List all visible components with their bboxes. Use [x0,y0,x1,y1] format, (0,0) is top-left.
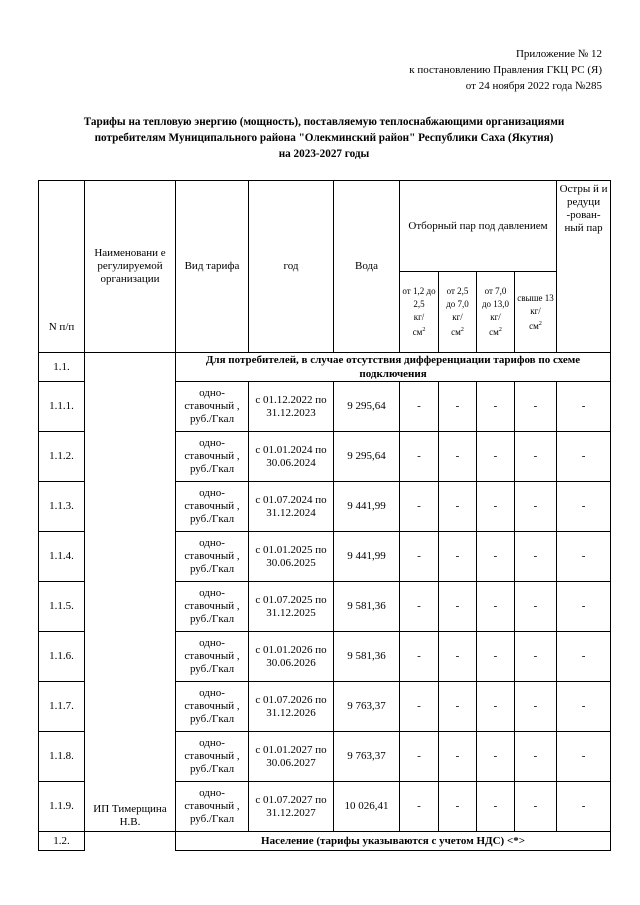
section-title: Население (тарифы указываются с учетом НДС) <*> [176,832,611,851]
steam-3-value: - [477,632,515,682]
section-row-1 [39,353,611,382]
header-tariff-kind: Вид тарифа [176,181,249,353]
steam-2-value: - [439,682,477,732]
steam-1-value: - [400,482,439,532]
sharp-steam-value: - [557,532,611,582]
steam-3-value: - [477,382,515,432]
title-line-3: на 2023-2027 годы [278,148,370,160]
header-steam-3: от 7,0 до 13,0 кг/ $см^2$ [477,272,515,353]
steam-3-value: - [477,682,515,732]
row-number: 1.1.7. [39,682,85,732]
steam-1-value: - [400,532,439,582]
tariff-period: с 01.07.2026 по 31.12.2026 [249,682,334,732]
tariff-kind: одно- ставочный , руб./Гкал [176,632,249,682]
tariff-period: с 01.07.2027 по 31.12.2027 [249,782,334,832]
sharp-steam-value: - [557,382,611,432]
tariff-kind: одно- ставочный , руб./Гкал [176,582,249,632]
sharp-steam-value: - [557,782,611,832]
steam-4-value: - [515,632,557,682]
steam-3-value: - [477,432,515,482]
row-number: 1.1.1. [39,382,85,432]
tariff-period: с 01.12.2022 по 31.12.2023 [249,382,334,432]
steam-3-value: - [477,782,515,832]
header-steam-1: от 1,2 до 2,5 кг/ $см^2$ [400,272,439,353]
water-tariff: 9 295,64 [334,432,400,482]
steam-4-value: - [515,432,557,482]
tariff-kind: одно- ставочный , руб./Гкал [176,382,249,432]
steam-3-value: - [477,732,515,782]
tariff-period: с 01.01.2025 по 30.06.2025 [249,532,334,582]
steam-1-value: - [400,432,439,482]
water-tariff: 9 295,64 [334,382,400,432]
sharp-steam-value: - [557,682,611,732]
header-water: Вода [334,181,400,353]
tariff-period: с 01.07.2024 по 31.12.2024 [249,482,334,532]
row-number: 1.1.8. [39,732,85,782]
header-sharp-steam: Остры й и редуци -рован- ный пар [557,181,611,353]
sharp-steam-value: - [557,482,611,532]
tariff-kind: одно- ставочный , руб./Гкал [176,432,249,482]
row-number: 1.1.3. [39,482,85,532]
tariff-period: с 01.01.2026 по 30.06.2026 [249,632,334,682]
water-tariff: 9 441,99 [334,482,400,532]
steam-2-value: - [439,632,477,682]
steam-1-value: - [400,582,439,632]
tariff-kind: одно- ставочный , руб./Гкал [176,532,249,582]
sharp-steam-value: - [557,432,611,482]
tariff-kind: одно- ставочный , руб./Гкал [176,732,249,782]
steam-3-value: - [477,532,515,582]
header-steam: Отборный пар под давлением [400,181,557,272]
steam-3-value: - [477,482,515,532]
steam-2-value: - [439,382,477,432]
steam-4-value: - [515,532,557,582]
steam-4-value: - [515,782,557,832]
organization-spacer [85,832,176,851]
tariff-period: с 01.01.2027 по 30.06.2027 [249,732,334,782]
appendix-number: Приложение № 12 [515,48,602,60]
tariff-period: с 01.01.2024 по 30.06.2024 [249,432,334,482]
sharp-steam-value: - [557,632,611,682]
row-number: 1.1.5. [39,582,85,632]
tariff-table [38,180,611,851]
header-year: год [249,181,334,353]
section-num: 1.2. [39,832,85,851]
section-row-2 [39,832,611,851]
sharp-steam-value: - [557,582,611,632]
water-tariff: 9 441,99 [334,532,400,582]
steam-4-value: - [515,732,557,782]
water-tariff: 9 581,36 [334,582,400,632]
header-steam-2: от 2,5 до 7,0 кг/ $см^2$ [439,272,477,353]
water-tariff: 9 763,37 [334,732,400,782]
sharp-steam-value: - [557,732,611,782]
steam-3-value: - [477,582,515,632]
title-line-2: потребителям Муниципального района "Олекминский район" Республики Саха (Якутия) [94,132,554,144]
row-number: 1.1.4. [39,532,85,582]
tariff-period: с 01.07.2025 по 31.12.2025 [249,582,334,632]
section-title: Для потребителей, в случае отсутствия дифференциации тарифов по схеме подключения [176,353,611,382]
steam-2-value: - [439,582,477,632]
steam-2-value: - [439,782,477,832]
steam-2-value: - [439,482,477,532]
steam-4-value: - [515,482,557,532]
tariff-kind: одно- ставочный , руб./Гкал [176,682,249,732]
steam-2-value: - [439,732,477,782]
steam-1-value: - [400,732,439,782]
steam-4-value: - [515,582,557,632]
section-num: 1.1. [39,353,85,382]
header-np: N п/п [39,181,85,353]
tariff-kind: одно- ставочный , руб./Гкал [176,782,249,832]
table-header-row [39,181,611,272]
appendix-decree: к постановлению Правления ГКЦ РС (Я) [409,64,602,76]
header-organization: Наименовани е регулируемой организации [85,181,176,353]
document-title [30,114,618,162]
steam-1-value: - [400,382,439,432]
row-number: 1.1.9. [39,782,85,832]
organization-name: ИП Тимерщина Н.В. [85,353,176,832]
water-tariff: 9 581,36 [334,632,400,682]
title-line-1: Тарифы на тепловую энергию (мощность), поставляемую теплоснабжающими организациями [83,116,565,128]
row-number: 1.1.6. [39,632,85,682]
row-number: 1.1.2. [39,432,85,482]
water-tariff: 9 763,37 [334,682,400,732]
steam-1-value: - [400,682,439,732]
steam-2-value: - [439,432,477,482]
steam-4-value: - [515,382,557,432]
steam-2-value: - [439,532,477,582]
steam-4-value: - [515,682,557,732]
appendix-header [409,46,602,94]
steam-1-value: - [400,782,439,832]
appendix-date: от 24 ноября 2022 года №285 [465,80,602,92]
steam-1-value: - [400,632,439,682]
tariff-kind: одно- ставочный , руб./Гкал [176,482,249,532]
water-tariff: 10 026,41 [334,782,400,832]
header-steam-4: свыше 13 кг/ $см^2$ [515,272,557,353]
